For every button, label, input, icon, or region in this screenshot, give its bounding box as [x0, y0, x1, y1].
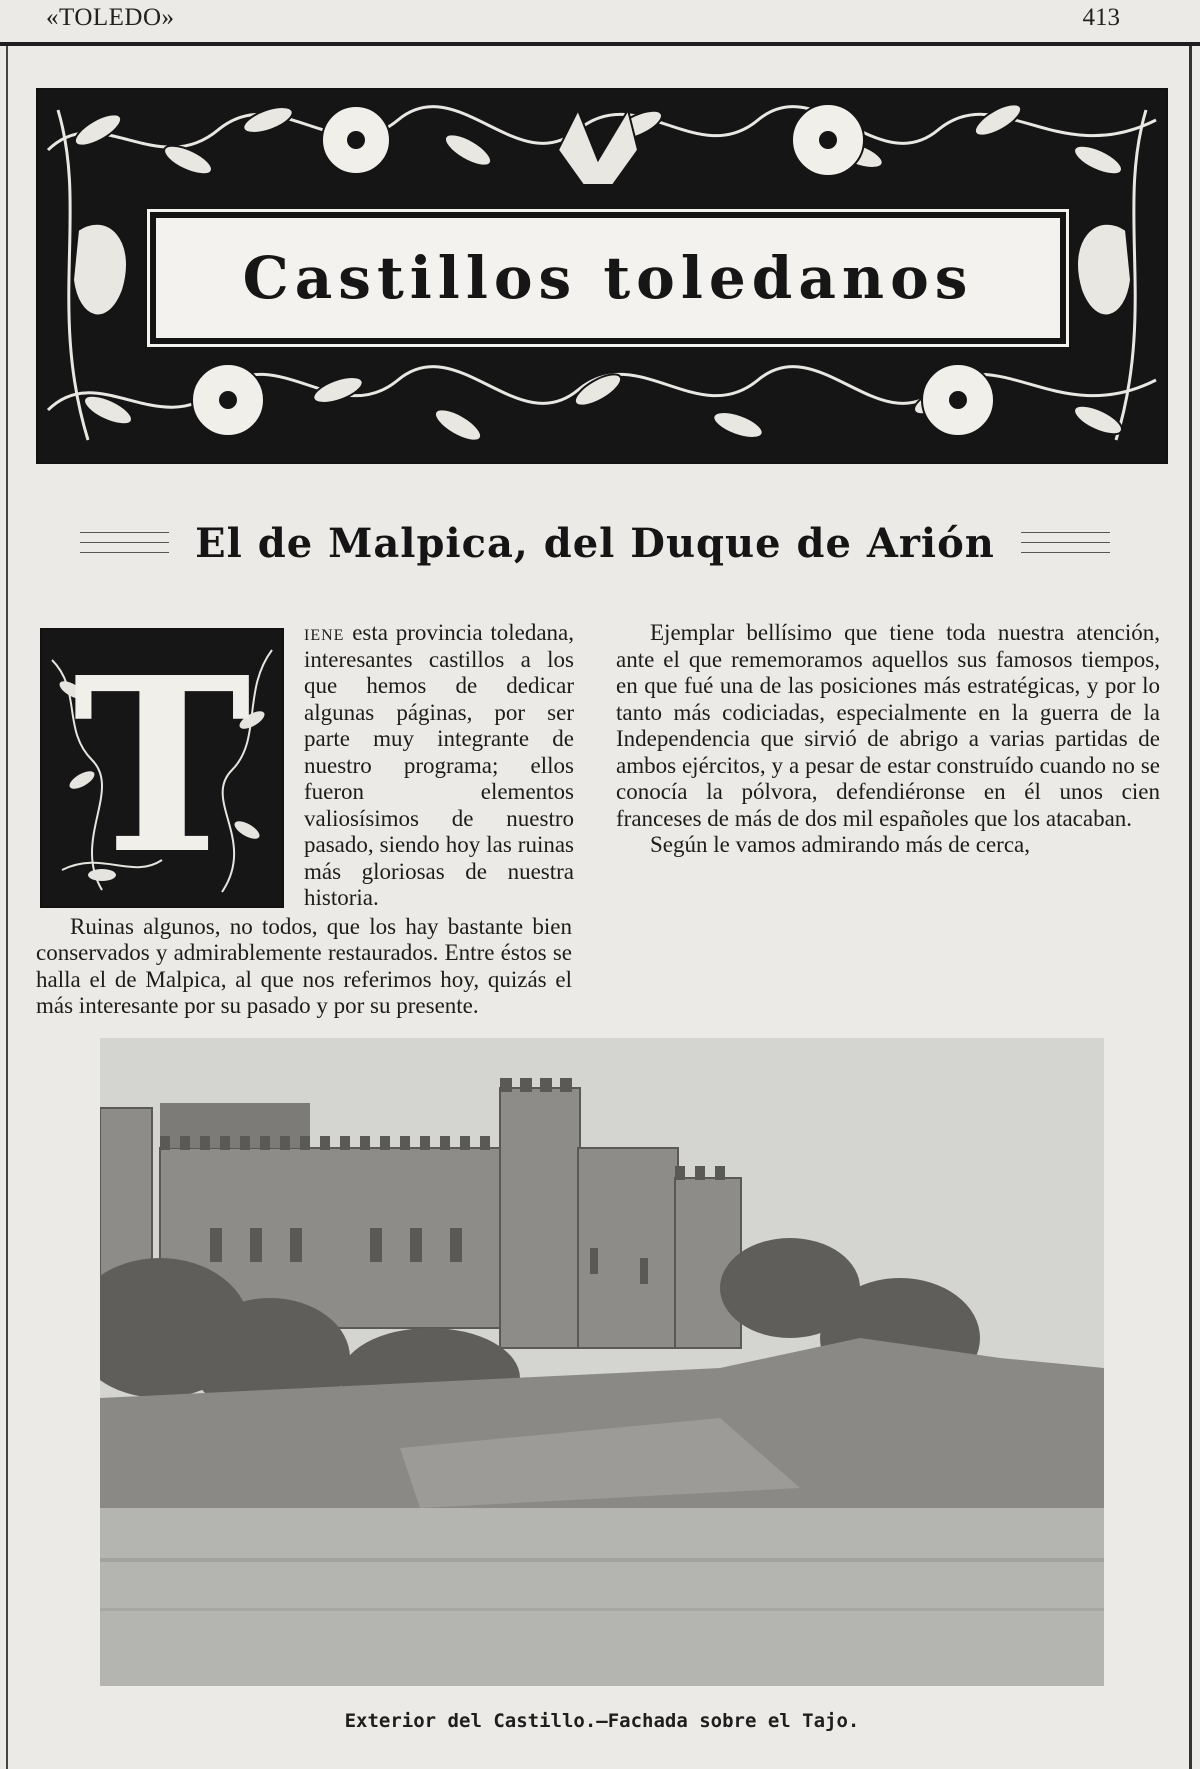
running-head — [38, 4, 1140, 38]
paragraph-3: Ejemplar bellísimo que tiene toda nuestra atención, ante el que rememoramos aquellos sus famosos tiempos, en que fué una de las posiciones más estratégicas, y por lo tanto más codiciadas, especialmente en la guerra de la Independencia que sirvió de abrigo a varias partidas de ambos ejércitos, y a pesar de estar construído cuando no se conocía la pólvora, defendiéronse en él unos cien franceses de más de dos mil españoles que los atacaban. — [616, 620, 1160, 831]
ornamental-banner — [36, 88, 1168, 464]
subtitle-rule-right — [1021, 524, 1110, 562]
publication-title: «TOLEDO» — [46, 4, 175, 31]
banner-title-plate — [150, 212, 1066, 344]
castle-illustration — [100, 1038, 1104, 1686]
article-subtitle-row — [80, 508, 1110, 578]
subtitle-rule-left — [80, 524, 169, 562]
initial-letter: T — [72, 625, 252, 907]
article-subtitle: El de Malpica, del Duque de Arión — [195, 519, 995, 567]
paragraph-1-lead: iene — [304, 620, 345, 645]
photo-caption: Exterior del Castillo.—Fachada sobre el Tajo. — [344, 1710, 860, 1732]
page-number: 413 — [1082, 4, 1120, 31]
text-column-left — [38, 620, 574, 1020]
castle-photograph — [100, 1038, 1104, 1686]
header-rule — [0, 42, 1200, 46]
paragraph-4: Según le vamos admirando más de cerca, — [650, 832, 1031, 857]
paragraph-1-text: esta provincia toledana, interesantes castillos a los que hemos de dedicar algunas páginas, por ser parte muy integrante de nuestro programa; ellos fueron elementos valiosísimos de nuestro pasado, siendo hoy las ruinas más gloriosas de nuestra historia. — [304, 620, 574, 910]
paragraph-2: Ruinas algunos, no todos, que los hay bastante bien conservados y admirablemente restaurados. Entre éstos se halla el de Malpica, al que nos referimos hoy, quizás el más interesante por su pasado y por su presente. — [36, 913, 572, 1018]
banner-title: Castillos toledanos — [242, 244, 974, 312]
left-border-rule — [6, 46, 8, 1769]
decorated-initial — [40, 625, 284, 908]
text-column-right — [616, 620, 1160, 859]
right-border-rule — [1189, 46, 1192, 1769]
